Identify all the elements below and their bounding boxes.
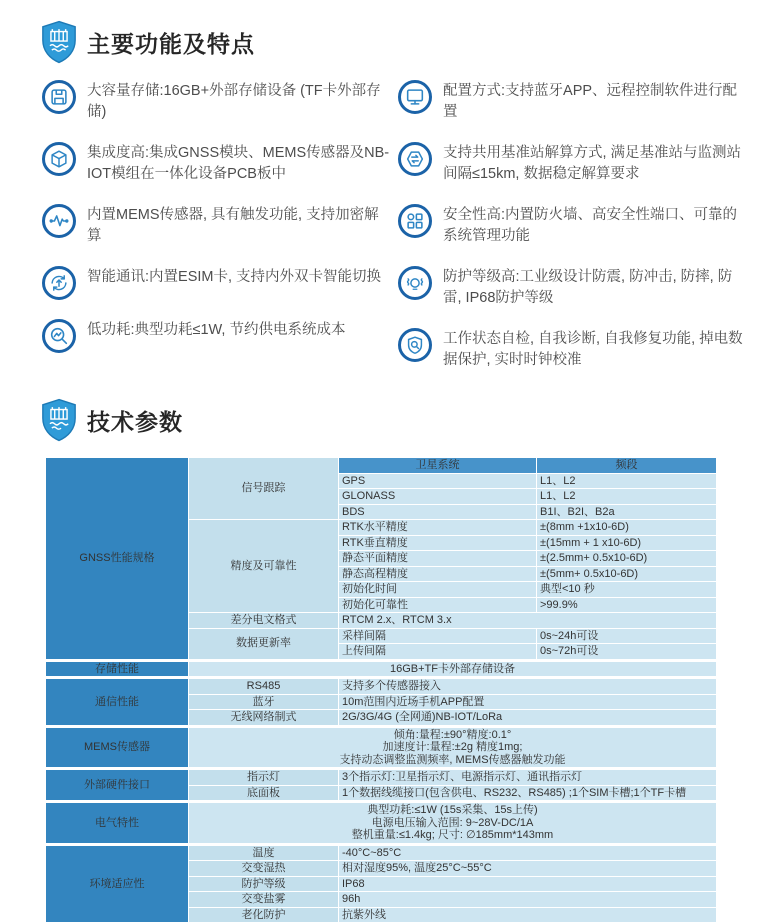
value-cell: 3个指示灯:卫星指示灯、电源指示灯、通讯指示灯 xyxy=(339,769,717,786)
shield-logo-icon xyxy=(40,398,78,442)
param-cell: GPS xyxy=(339,473,537,489)
value-cell: 典型<10 秒 xyxy=(537,582,717,598)
feature-text: 集成度高:集成GNSS模块、MEMS传感器及NB-IOT模组在一体化设备PCB板中 xyxy=(87,145,390,182)
value-line: 加速度计:量程:±2g 精度1mg; xyxy=(382,741,523,753)
feature-item-storage xyxy=(42,80,398,123)
subcategory-cell: 交变盐雾 xyxy=(189,892,339,908)
value-cell: 0s~72h可设 xyxy=(537,644,717,661)
features-section-title: 主要功能及特点 xyxy=(87,30,255,57)
category-cell: GNSS性能规格 xyxy=(46,458,189,661)
value-cell: ±(15mm + 1 x10-6D) xyxy=(537,535,717,551)
value-cell: RTCM 2.x、RTCM 3.x xyxy=(339,613,717,629)
value-line: 整机重量:≤1.4kg; 尺寸: ∅185mm*143mm xyxy=(351,829,554,841)
features-section-header xyxy=(40,0,759,64)
param-cell: 静态高程精度 xyxy=(339,566,537,582)
feature-text: 内置MEMS传感器, 具有触发功能, 支持加密解算 xyxy=(87,207,379,244)
subcategory-cell: 温度 xyxy=(189,844,339,861)
param-cell: 采样间隔 xyxy=(339,628,537,644)
feature-item-mems xyxy=(42,204,398,247)
feature-item-security xyxy=(398,204,749,247)
value-line: 倾角:量程:±90°精度:0.1° xyxy=(393,728,512,741)
modules-icon xyxy=(398,204,432,238)
subcategory-cell: 交变湿热 xyxy=(189,861,339,877)
value-cell: >99.9% xyxy=(537,597,717,613)
feature-item-base-station xyxy=(398,142,749,185)
value-cell: 1个数据线缆接口(包含供电、RS232、RS485) ;1个SIM卡槽;1个TF卡槽 xyxy=(339,785,717,802)
chart-magnifier-icon xyxy=(42,319,76,353)
features-right-column xyxy=(398,80,749,390)
subcategory-cell: 蓝牙 xyxy=(189,694,339,710)
value-line: 典型功耗:≤1W (15s采集、15s上传) xyxy=(367,804,538,816)
feature-text: 支持共用基准站解算方式, 满足基准站与监测站间隔≤15km, 数据稳定解算要求 xyxy=(443,145,742,182)
table-row xyxy=(46,802,717,845)
value-line: 电源电压输入范围: 9~28V-DC/1A xyxy=(371,816,534,829)
value-cell: 2G/3G/4G (全网通)NB-IOT/LoRa xyxy=(339,710,717,727)
feature-text: 安全性高:内置防火墙、高安全性端口、可靠的系统管理功能 xyxy=(443,207,738,244)
param-cell: RTK水平精度 xyxy=(339,520,537,536)
param-cell: GLONASS xyxy=(339,489,537,505)
table-row xyxy=(46,769,717,786)
table-row xyxy=(46,660,717,678)
table-row xyxy=(46,458,717,474)
value-cell xyxy=(189,726,717,769)
feature-text: 智能通讯:内置ESIM卡, 支持内外双卡智能切换 xyxy=(87,269,382,285)
value-cell xyxy=(189,802,717,845)
param-cell: RTK垂直精度 xyxy=(339,535,537,551)
table-row xyxy=(46,726,717,769)
feature-text: 防护等级高:工业级设计防震, 防冲击, 防摔, 防雷, IP68防护等级 xyxy=(443,269,733,306)
value-cell: L1、L2 xyxy=(537,489,717,505)
value-cell: 相对湿度95%, 温度25°C~55°C xyxy=(339,861,717,877)
subcategory-cell: 指示灯 xyxy=(189,769,339,786)
subcategory-cell: 精度及可靠性 xyxy=(189,520,339,613)
value-line: 支持动态调整监测频率, MEMS传感器触发功能 xyxy=(339,753,566,766)
cube-icon xyxy=(42,142,76,176)
category-cell: 通信性能 xyxy=(46,678,189,727)
category-cell: 存储性能 xyxy=(46,660,189,678)
floppy-disk-icon xyxy=(42,80,76,114)
param-cell: 静态平面精度 xyxy=(339,551,537,567)
features-left-column xyxy=(42,80,398,390)
category-cell: MEMS传感器 xyxy=(46,726,189,769)
subcategory-cell: 底面板 xyxy=(189,785,339,802)
value-cell: 0s~24h可设 xyxy=(537,628,717,644)
feature-item-config xyxy=(398,80,749,123)
value-cell: 16GB+TF卡外部存储设备 xyxy=(189,660,717,678)
param-cell: 上传间隔 xyxy=(339,644,537,661)
table-row xyxy=(46,678,717,695)
subcategory-cell: 数据更新率 xyxy=(189,628,339,660)
category-cell: 外部硬件接口 xyxy=(46,769,189,802)
specs-table xyxy=(45,457,717,923)
sync-up-icon xyxy=(42,266,76,300)
feature-item-self-check xyxy=(398,328,749,371)
value-cell: 96h xyxy=(339,892,717,908)
shield-logo-icon xyxy=(40,20,78,64)
value-cell: L1、L2 xyxy=(537,473,717,489)
param-cell: BDS xyxy=(339,504,537,520)
column-header: 频段 xyxy=(537,458,717,474)
subcategory-cell: 信号跟踪 xyxy=(189,458,339,520)
subcategory-cell: RS485 xyxy=(189,678,339,695)
subcategory-cell: 老化防护 xyxy=(189,907,339,923)
feature-text: 工作状态自检, 自我诊断, 自我修复功能, 掉电数据保护, 实时时钟校准 xyxy=(443,331,743,368)
feature-text: 配置方式:支持蓝牙APP、远程控制软件进行配置 xyxy=(443,83,738,120)
features-list xyxy=(42,80,759,390)
specs-section-header xyxy=(40,398,759,442)
specs-section-title: 技术参数 xyxy=(87,408,183,435)
shockproof-icon xyxy=(398,266,432,300)
feature-item-protection xyxy=(398,266,749,309)
shield-search-icon xyxy=(398,328,432,362)
param-cell: 初始化可靠性 xyxy=(339,597,537,613)
pulse-icon xyxy=(42,204,76,238)
category-cell: 电气特性 xyxy=(46,802,189,845)
value-cell: 支持多个传感器接入 xyxy=(339,678,717,695)
feature-item-integration xyxy=(42,142,398,185)
value-cell: 抗紫外线 xyxy=(339,907,717,923)
exchange-icon xyxy=(398,142,432,176)
value-cell: IP68 xyxy=(339,876,717,892)
monitor-icon xyxy=(398,80,432,114)
param-cell: 初始化时间 xyxy=(339,582,537,598)
value-cell: -40°C~85°C xyxy=(339,844,717,861)
subcategory-cell: 差分电文格式 xyxy=(189,613,339,629)
value-cell: B1I、B2I、B2a xyxy=(537,504,717,520)
feature-item-smart-comm xyxy=(42,266,398,300)
table-row xyxy=(46,844,717,861)
subcategory-cell: 防护等级 xyxy=(189,876,339,892)
category-cell: 环境适应性 xyxy=(46,844,189,923)
feature-item-low-power xyxy=(42,319,398,353)
value-cell: ±(5mm+ 0.5x10-6D) xyxy=(537,566,717,582)
subcategory-cell: 无线网络制式 xyxy=(189,710,339,727)
value-cell: ±(8mm +1x10-6D) xyxy=(537,520,717,536)
column-header: 卫星系统 xyxy=(339,458,537,474)
value-cell: 10m范围内近场手机APP配置 xyxy=(339,694,717,710)
feature-text: 低功耗:典型功耗≤1W, 节约供电系统成本 xyxy=(87,322,346,338)
feature-text: 大容量存储:16GB+外部存储设备 (TF卡外部存储) xyxy=(87,83,381,120)
value-cell: ±(2.5mm+ 0.5x10-6D) xyxy=(537,551,717,567)
